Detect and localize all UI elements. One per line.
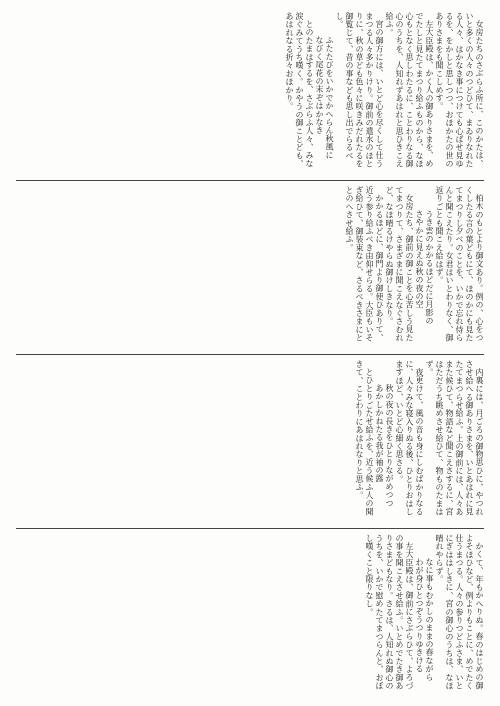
verse-line: 秋の夜の長きをひとりながめつつ	[385, 384, 394, 507]
paragraph: 左大臣殿は、御前にさぶらひて、よろづの事を聞こえさせ給ふ。いとめでたき御ありさまどもなり。さるは、人知れぬ御心のうちを、いかで慰めたてまつらんと、おぼし嘆くこと限りなし。	[365, 534, 414, 690]
paragraph: 女房たちのさぶらふ所に、このかたは、いと多くの人々のつどひて、まゐりなれたる人々、はかなき事につけても心ばせ見ゆるを、をかしと思しつつ、おほかたの世のありさまをも聞こしめす。	[435, 12, 484, 168]
paragraph: 女房たち、御前の御ことを心苦しう見たてまつりて、さまざまに聞こえなぐさむれど、なほ晴るけやらぬ御けしきなり。	[385, 186, 414, 342]
paragraph: かくて、年もかへりぬ。春のはじめの御よそほひなど、例よりもことに、めでたく仕うまつる。人々の参りつどふさま、いとにぎははしきに、宮の御心のうちは、なほ晴れやらず。	[435, 534, 484, 690]
band-3-text	[16, 360, 484, 520]
verse-line: なに事もむかしのままの春ながら	[425, 558, 434, 681]
verse-line: さやかに見えぬ秋の夜の空	[415, 210, 424, 309]
verse-line: うき雲のかかるほどだに月影の	[425, 210, 434, 325]
verse-line: わが身ひとつぞうつりゆきける	[415, 558, 424, 673]
paragraph: とひとりごたせ給ふを、近う候ふ人の聞きて、ことわりにあはれなりと思ふ。	[355, 360, 374, 516]
paragraph: 左大臣殿は、かく人の御ありさまを、めでたしと見たてまつり給ふものから、なほ心もとなく思しわたるに、ことわりなる御心のうちを、人知れずあはれと思ひきこえ給ふ。	[385, 12, 434, 168]
band-2-text	[16, 186, 484, 346]
text-band-2	[16, 186, 484, 346]
verse-line: ふたたびをいかでかへらん秋風に	[325, 36, 334, 159]
text-band-1	[16, 12, 484, 172]
verse-line: あかしかねたる我が袖の露	[375, 384, 384, 483]
paragraph: とのたまはするを、さぶらふ人々、みな涙ぐみてうち嘆く。かやうの御ことども、あはれなる折々おほかり。	[285, 12, 314, 168]
text-band-3	[16, 360, 484, 520]
paragraph: 内裏には、月ごろの御物思ひに、やつれさせ給へる御ありさまを、いとあはれに見たてまつらせ給ふ。上の御前には、人々あまた候ひて、物語など聞こえさするに、宮はただうち眺めさせ給ひて、物ものたまはず。	[425, 360, 484, 516]
band-4-text	[16, 534, 484, 694]
band-divider-2	[16, 354, 484, 355]
band-divider-1	[16, 180, 484, 181]
paragraph: 柏木のもとより御文あり。例の、心をつくしたる言の葉どもにて、ほのかにも見たてまつりし夕べのことを、いかで忘れ侍らんと聞こえたり。女君はいとわりなく、御返りごとも聞こえ給はず。	[435, 186, 484, 342]
paragraph: 夜更けて、風の音も身にしむばかりなるに、人々みな寝入りぬる後、ひとりおはしますほど、いとど心細く思さる。	[395, 360, 424, 516]
verse-line: なびく尾花の末ぞはかなき	[315, 36, 324, 135]
band-divider-3	[16, 528, 484, 529]
text-band-4	[16, 534, 484, 694]
paragraph: かかるほどに、御門より御使ひありて、近う参り給ふべき由仰せらる。大臣もいそぎ給ひて、御装束など、さるべきさまにととのへさせ給ふ。	[345, 186, 384, 342]
band-1-text	[16, 12, 484, 172]
paragraph: 宮の御方には、いとど心を尽くして仕うまつる人々多かりけり。御前の遣水のほとりに、秋の草ども色々に咲きみだれたるを御覧じて、昔の事なども思し出でらるべし。	[335, 12, 384, 168]
